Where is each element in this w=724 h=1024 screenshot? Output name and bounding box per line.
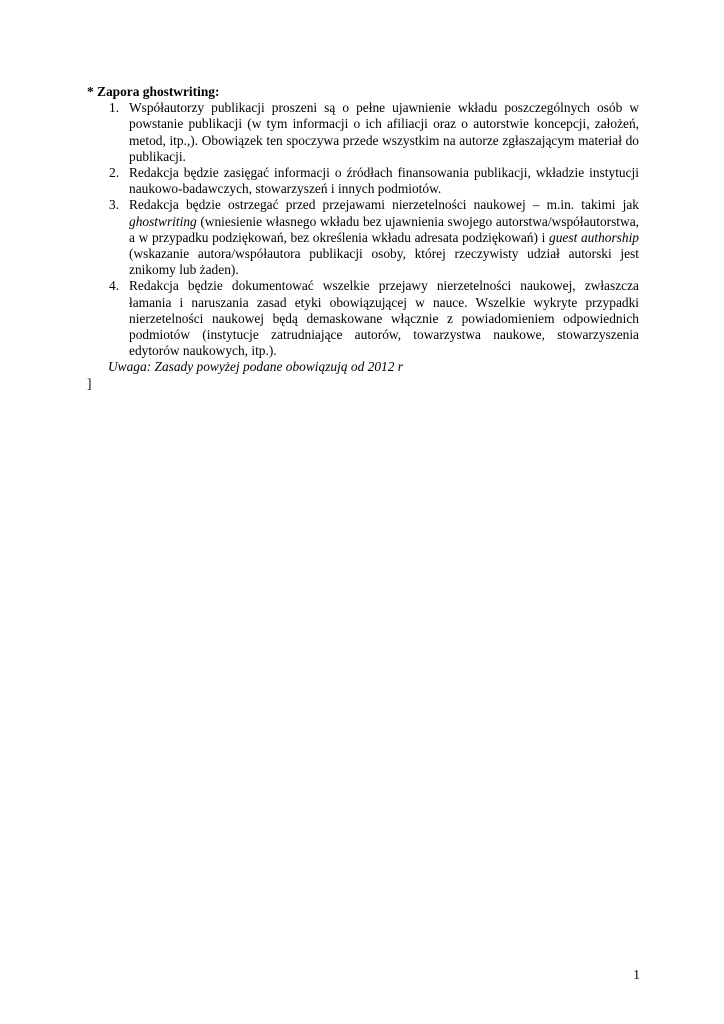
- document-body: [87, 84, 639, 392]
- list-item-text: (wskazanie autora/współautora publikacji osoby, której rzeczywisty udział autorski jest znikomy lub żaden).: [129, 246, 639, 278]
- list-item-text: (wniesienie własnego wkładu bez ujawnienia swojego autorstwa/współautorstwa, a w przypadku podziękowań, bez określenia wkładu adresata podziękowań) i: [129, 213, 639, 245]
- term-ghostwriting: ghostwriting: [129, 213, 197, 229]
- list-item-3: [87, 197, 639, 278]
- list-number: 1.: [109, 100, 120, 116]
- page-number: 1: [633, 967, 640, 982]
- note-text: Uwaga: Zasady powyżej podane obowiązują od 2012 r: [108, 359, 403, 375]
- list-number: 4.: [109, 278, 120, 294]
- list-item-text: Redakcja będzie ostrzegać przed przejawami nierzetelności naukowej – m.in. takimi jak: [129, 197, 639, 213]
- list-item-text: Redakcja będzie dokumentować wszelkie przejawy nierzetelności naukowej, zwłaszcza łamania i naruszania zasad etyki obowiązującej w nauce. Wszelkie wykryte przypadki nierzetelności naukowej będą demaskowane włącznie z powiadomieniem odpowiednich podmiotów (instytucje zatrudniające autorów, towarzystwa naukowe, stowarzyszenia edytorów naukowych, itp.).: [129, 278, 639, 359]
- list-item-1: [87, 100, 639, 165]
- list-item-4: [87, 278, 639, 359]
- rules-list: [87, 100, 639, 359]
- closing-bracket: ]: [87, 375, 92, 391]
- list-item-text: Współautorzy publikacji proszeni są o pełne ujawnienie wkładu poszczególnych osób w powstanie publikacji (w tym informacji o ich afiliacji oraz o autorstwie koncepcji, założeń, metod, itp.,). Obowiązek ten spoczywa przede wszystkim na autorze zgłaszającym materiał do publikacji.: [129, 100, 639, 164]
- list-item-2: [87, 165, 639, 197]
- list-number: 3.: [109, 197, 120, 213]
- list-number: 2.: [109, 165, 120, 181]
- list-item-text: Redakcja będzie zasięgać informacji o źródłach finansowania publikacji, wkładzie instytucji naukowo-badawczych, stowarzyszeń i innych podmiotów.: [129, 165, 639, 197]
- term-guest-authorship: guest authorship: [549, 229, 640, 245]
- section-heading: * Zapora ghostwriting:: [87, 84, 220, 99]
